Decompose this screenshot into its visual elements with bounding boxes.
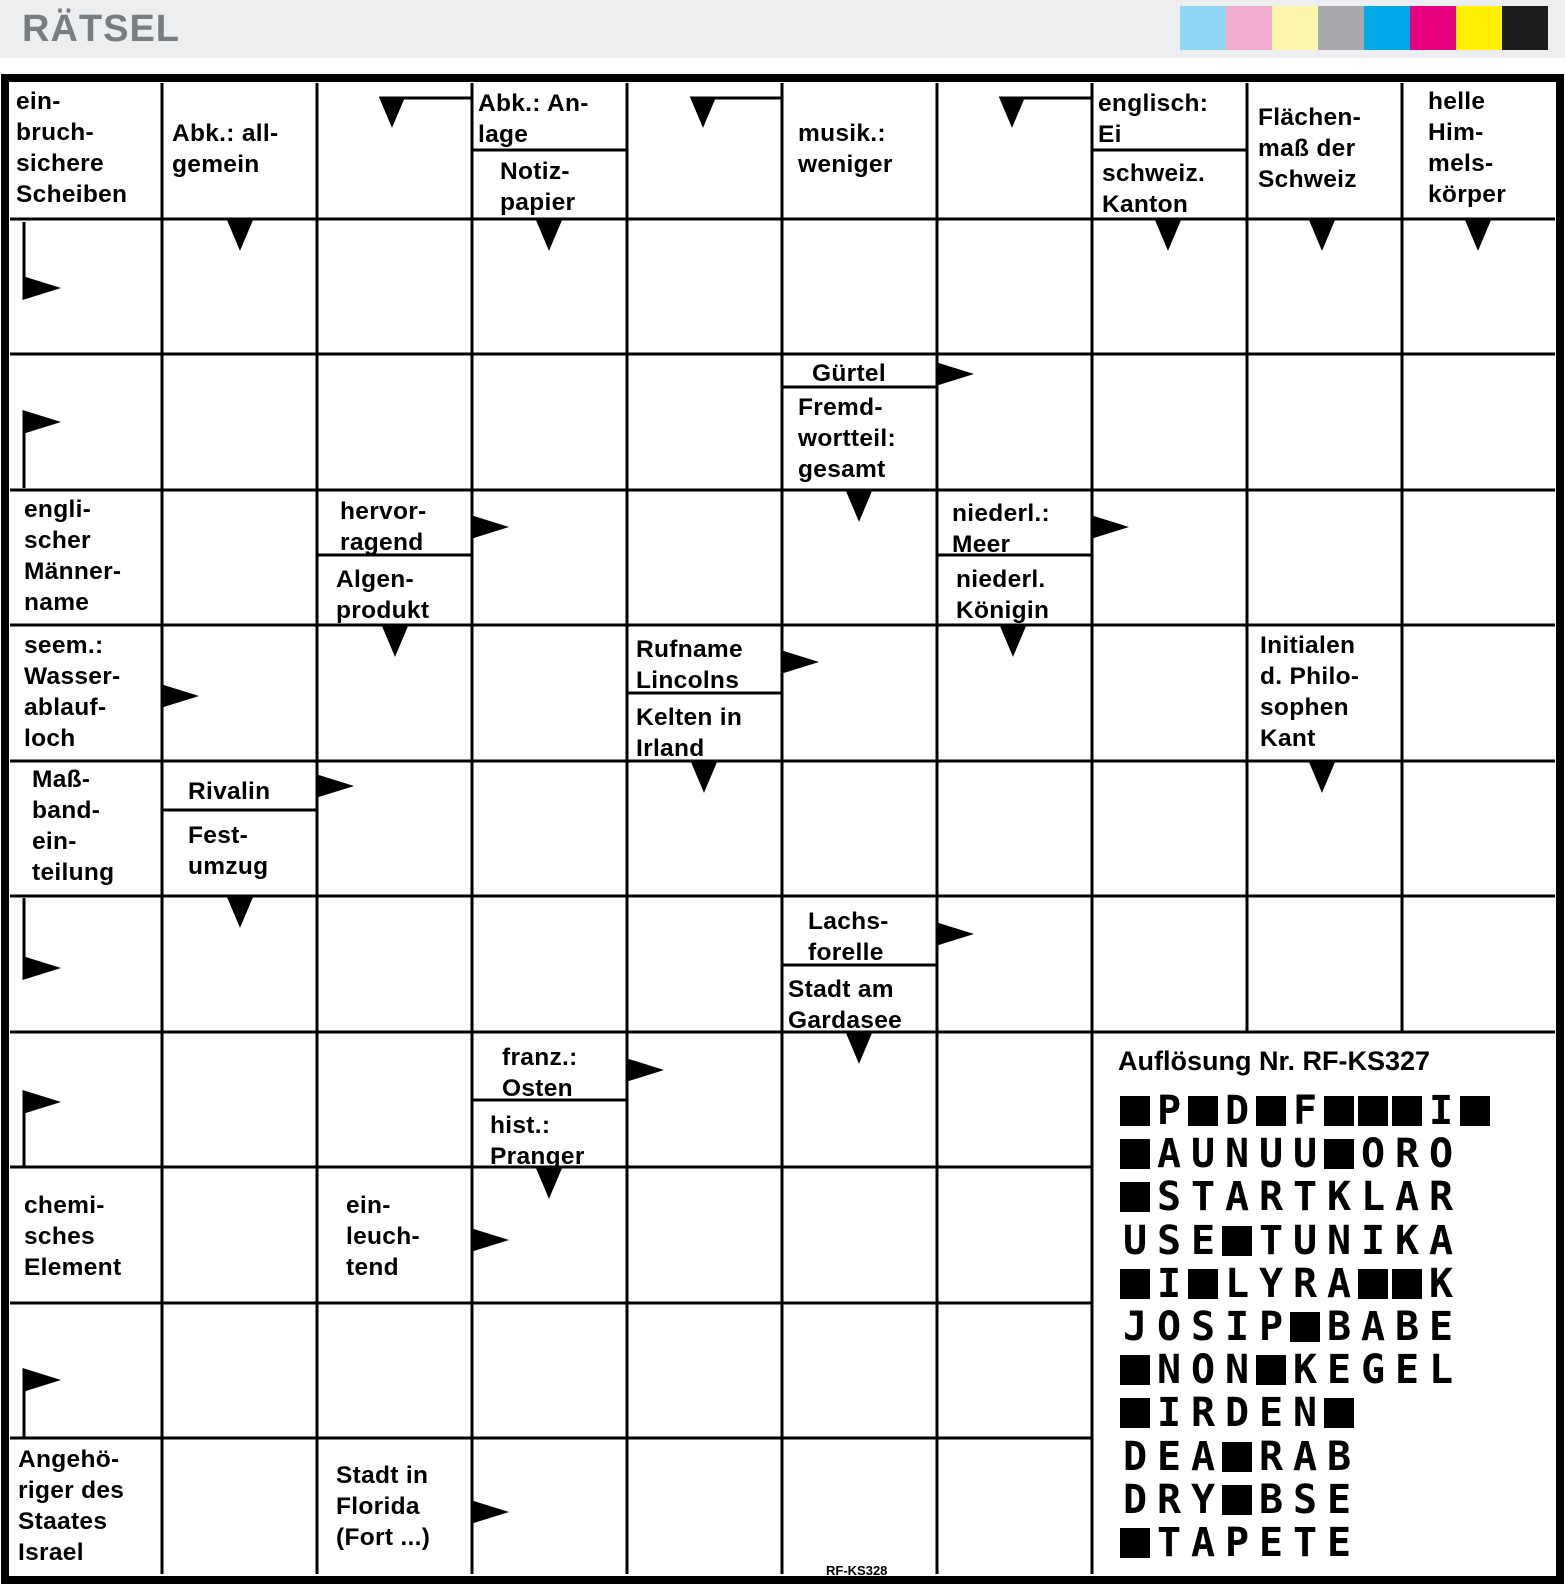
solution-row: [1118, 1303, 1492, 1350]
solution-grid: [1118, 1090, 1492, 1565]
solution-row: [1118, 1176, 1492, 1219]
right-arrow-icon: [24, 958, 56, 978]
down-arrow-icon: [384, 627, 406, 653]
solution-row: [1118, 1260, 1492, 1307]
black-square-icon: [1222, 1485, 1252, 1515]
solution-letter: K: [1428, 1260, 1454, 1307]
solution-black-square: [1118, 1349, 1152, 1392]
solution-letter: E: [1156, 1433, 1182, 1480]
black-square-icon: [1324, 1139, 1354, 1169]
black-square-icon: [1358, 1269, 1388, 1299]
down-arrow-icon: [692, 98, 714, 124]
black-square-icon: [1358, 1096, 1388, 1126]
solution-letter: S: [1292, 1476, 1318, 1523]
solution-row: [1118, 1349, 1492, 1392]
clue-text: niederl. Königin: [956, 566, 1050, 624]
down-arrow-icon: [1311, 221, 1333, 247]
clue-text: Abk.: all- gemein: [172, 120, 279, 178]
right-arrow-icon: [24, 1092, 56, 1112]
solution-letter: S: [1156, 1174, 1182, 1221]
solution-letter: T: [1258, 1217, 1284, 1264]
solution-letter: A: [1190, 1519, 1216, 1566]
solution-letter: A: [1190, 1433, 1216, 1480]
solution-letter: N: [1224, 1347, 1250, 1394]
clue-text: Flächen- maß der Schweiz: [1258, 104, 1362, 193]
solution-letter: O: [1360, 1131, 1386, 1178]
puzzle-code: RF-KS328: [826, 1563, 888, 1578]
solution-letter: N: [1292, 1390, 1318, 1437]
solution-letter: A: [1394, 1174, 1420, 1221]
solution-letter: L: [1360, 1174, 1386, 1221]
down-arrow-icon: [848, 492, 870, 518]
solution-letter: K: [1292, 1347, 1318, 1394]
down-arrow-icon: [1157, 221, 1179, 247]
solution-letter: E: [1258, 1390, 1284, 1437]
solution-title: Auflösung Nr. RF-KS327: [1118, 1046, 1431, 1076]
solution-letter: S: [1190, 1303, 1216, 1350]
black-square-icon: [1120, 1269, 1150, 1299]
solution-black-square: [1390, 1263, 1424, 1306]
solution-black-square: [1186, 1090, 1220, 1133]
solution-letter: D: [1224, 1390, 1250, 1437]
clue-text: franz.: Osten: [502, 1044, 578, 1102]
solution-letter: R: [1258, 1174, 1284, 1221]
solution-letter: I: [1428, 1088, 1454, 1134]
solution-letter: O: [1156, 1303, 1182, 1350]
solution-letter: A: [1360, 1303, 1386, 1350]
black-square-icon: [1188, 1269, 1218, 1299]
solution-letter: R: [1258, 1433, 1284, 1480]
solution-letter: L: [1428, 1347, 1454, 1394]
solution-letter: N: [1156, 1347, 1182, 1394]
black-square-icon: [1120, 1096, 1150, 1126]
solution-letter: E: [1428, 1303, 1454, 1350]
solution-row: [1118, 1090, 1492, 1133]
clue-text: Rufname Lincolns: [636, 636, 743, 694]
solution-letter: P: [1258, 1303, 1284, 1350]
solution-letter: E: [1326, 1476, 1352, 1523]
right-arrow-icon: [782, 652, 814, 672]
solution-letter: R: [1394, 1131, 1420, 1178]
solution-row: [1118, 1433, 1492, 1480]
solution-letter: U: [1292, 1217, 1318, 1264]
clue-text: Gürtel: [812, 360, 886, 387]
solution-letter: B: [1394, 1303, 1420, 1350]
clue-text: Stadt in Florida (Fort ...): [336, 1462, 431, 1551]
right-arrow-icon: [627, 1060, 659, 1080]
clue-text: Fremd- wortteil: gesamt: [798, 394, 896, 483]
solution-black-square: [1220, 1479, 1254, 1522]
black-square-icon: [1120, 1398, 1150, 1428]
clue-text: Rivalin: [188, 778, 271, 805]
solution-letter: D: [1122, 1433, 1148, 1480]
solution-black-square: [1118, 1263, 1152, 1306]
solution-letter: B: [1258, 1476, 1284, 1523]
black-square-icon: [1120, 1355, 1150, 1385]
black-square-icon: [1460, 1096, 1490, 1126]
solution-letter: R: [1428, 1174, 1454, 1221]
clue-text: Maß- band- ein- teilung: [32, 766, 115, 886]
solution-black-square: [1322, 1133, 1356, 1176]
black-square-icon: [1324, 1398, 1354, 1428]
solution-letter: U: [1122, 1217, 1148, 1264]
solution-black-square: [1220, 1220, 1254, 1263]
clue-text: Initialen d. Philo- sophen Kant: [1260, 632, 1360, 752]
solution-letter: A: [1292, 1433, 1318, 1480]
solution-row: [1118, 1217, 1492, 1264]
down-arrow-icon: [538, 221, 560, 247]
black-square-icon: [1256, 1355, 1286, 1385]
solution-black-square: [1254, 1090, 1288, 1133]
solution-row: [1118, 1519, 1492, 1566]
solution-letter: B: [1326, 1433, 1352, 1480]
down-arrow-icon: [693, 763, 715, 789]
solution-letter: D: [1224, 1088, 1250, 1134]
solution-letter: I: [1156, 1260, 1182, 1307]
solution-black-square: [1118, 1392, 1152, 1435]
down-arrow-icon: [848, 1034, 870, 1060]
solution-row: [1118, 1392, 1492, 1435]
right-arrow-icon: [24, 412, 56, 432]
solution-letter: U: [1292, 1131, 1318, 1178]
solution-letter: E: [1258, 1519, 1284, 1566]
solution-black-square: [1118, 1176, 1152, 1219]
solution-row: [1118, 1133, 1492, 1176]
black-square-icon: [1222, 1442, 1252, 1472]
solution-black-square: [1118, 1133, 1152, 1176]
black-square-icon: [1120, 1528, 1150, 1558]
solution-letter: E: [1394, 1347, 1420, 1394]
down-arrow-icon: [229, 898, 251, 924]
solution-black-square: [1322, 1392, 1356, 1435]
solution-black-square: [1186, 1263, 1220, 1306]
solution-letter: T: [1292, 1519, 1318, 1566]
black-square-icon: [1120, 1139, 1150, 1169]
solution-letter: P: [1224, 1519, 1250, 1566]
solution-letter: G: [1360, 1347, 1386, 1394]
solution-black-square: [1356, 1263, 1390, 1306]
right-arrow-icon: [937, 364, 969, 384]
solution-black-square: [1458, 1090, 1492, 1133]
clue-text: engli- scher Männer- name: [24, 496, 122, 616]
clue-text: hervor- ragend: [340, 498, 427, 556]
right-arrow-icon: [472, 517, 504, 537]
down-arrow-icon: [538, 1169, 560, 1195]
solution-letter: I: [1156, 1390, 1182, 1437]
black-square-icon: [1392, 1096, 1422, 1126]
solution-letter: Y: [1258, 1260, 1284, 1307]
solution-black-square: [1118, 1090, 1152, 1133]
solution-black-square: [1118, 1522, 1152, 1565]
solution-letter: D: [1122, 1476, 1148, 1523]
solution-letter: T: [1190, 1174, 1216, 1221]
solution-letter: E: [1326, 1347, 1352, 1394]
down-arrow-icon: [1467, 221, 1489, 247]
solution-black-square: [1322, 1090, 1356, 1133]
solution-letter: E: [1326, 1519, 1352, 1566]
clue-text: Abk.: An- lage: [478, 90, 589, 148]
solution-letter: J: [1122, 1303, 1148, 1350]
black-square-icon: [1188, 1096, 1218, 1126]
solution-black-square: [1356, 1090, 1390, 1133]
solution-letter: A: [1428, 1217, 1454, 1264]
solution-letter: I: [1360, 1217, 1386, 1264]
clue-text: Angehö- riger des Staates Israel: [18, 1446, 125, 1566]
solution-row: [1118, 1476, 1492, 1523]
right-arrow-icon: [937, 924, 969, 944]
solution-letter: I: [1224, 1303, 1250, 1350]
solution-letter: R: [1292, 1260, 1318, 1307]
clue-text: schweiz. Kanton: [1102, 160, 1206, 218]
solution-black-square: [1390, 1090, 1424, 1133]
clue-text: Kelten in Irland: [636, 704, 743, 762]
right-arrow-icon: [1092, 517, 1124, 537]
solution-letter: T: [1292, 1174, 1318, 1221]
solution-letter: O: [1190, 1347, 1216, 1394]
clue-text: hist.: Pranger: [490, 1112, 585, 1170]
clue-text: ein- leuch- tend: [346, 1192, 420, 1281]
right-arrow-icon: [24, 1370, 56, 1390]
black-square-icon: [1120, 1182, 1150, 1212]
solution-letter: R: [1156, 1476, 1182, 1523]
clue-text: Notiz- papier: [500, 158, 576, 216]
solution-letter: T: [1156, 1519, 1182, 1566]
black-square-icon: [1324, 1096, 1354, 1126]
right-arrow-icon: [472, 1502, 504, 1522]
solution-letter: N: [1224, 1131, 1250, 1178]
right-arrow-icon: [24, 278, 56, 298]
black-square-icon: [1392, 1269, 1422, 1299]
clue-text: seem.: Wasser- ablauf- loch: [24, 632, 121, 752]
solution-letter: U: [1258, 1131, 1284, 1178]
solution-black-square: [1288, 1306, 1322, 1349]
solution-letter: K: [1394, 1217, 1420, 1264]
clue-text: niederl.: Meer: [952, 500, 1050, 558]
down-arrow-icon: [229, 221, 251, 247]
clue-text: helle Him- mels- körper: [1428, 88, 1507, 208]
solution-letter: L: [1224, 1260, 1250, 1307]
down-arrow-icon: [381, 98, 403, 124]
black-square-icon: [1290, 1312, 1320, 1342]
right-arrow-icon: [162, 686, 194, 706]
solution-letter: Y: [1190, 1476, 1216, 1523]
clue-text: chemi- sches Element: [24, 1192, 122, 1281]
solution-letter: A: [1156, 1131, 1182, 1178]
solution-letter: P: [1156, 1088, 1182, 1134]
black-square-icon: [1222, 1226, 1252, 1256]
solution-letter: A: [1224, 1174, 1250, 1221]
solution-letter: K: [1326, 1174, 1352, 1221]
clue-text: Fest- umzug: [188, 822, 269, 880]
solution-letter: E: [1190, 1217, 1216, 1264]
clue-text: Stadt am Gardasee: [788, 976, 903, 1034]
page-title: RÄTSEL: [22, 8, 180, 50]
solution-letter: F: [1292, 1088, 1318, 1134]
solution-black-square: [1254, 1349, 1288, 1392]
clue-text: musik.: weniger: [798, 120, 893, 178]
clue-text: Algen- produkt: [336, 566, 430, 624]
solution-letter: U: [1190, 1131, 1216, 1178]
solution-letter: N: [1326, 1217, 1352, 1264]
solution-letter: B: [1326, 1303, 1352, 1350]
solution-letter: R: [1190, 1390, 1216, 1437]
solution-black-square: [1220, 1436, 1254, 1479]
solution-letter: A: [1326, 1260, 1352, 1307]
right-arrow-icon: [317, 776, 349, 796]
down-arrow-icon: [1001, 98, 1023, 124]
down-arrow-icon: [1311, 763, 1333, 789]
clue-text: englisch: Ei: [1098, 90, 1209, 148]
black-square-icon: [1256, 1096, 1286, 1126]
right-arrow-icon: [472, 1230, 504, 1250]
clue-text: Lachs- forelle: [808, 908, 889, 966]
clue-text: ein- bruch- sichere Scheiben: [16, 88, 128, 208]
down-arrow-icon: [1002, 627, 1024, 653]
solution-letter: S: [1156, 1217, 1182, 1264]
solution-letter: O: [1428, 1131, 1454, 1178]
